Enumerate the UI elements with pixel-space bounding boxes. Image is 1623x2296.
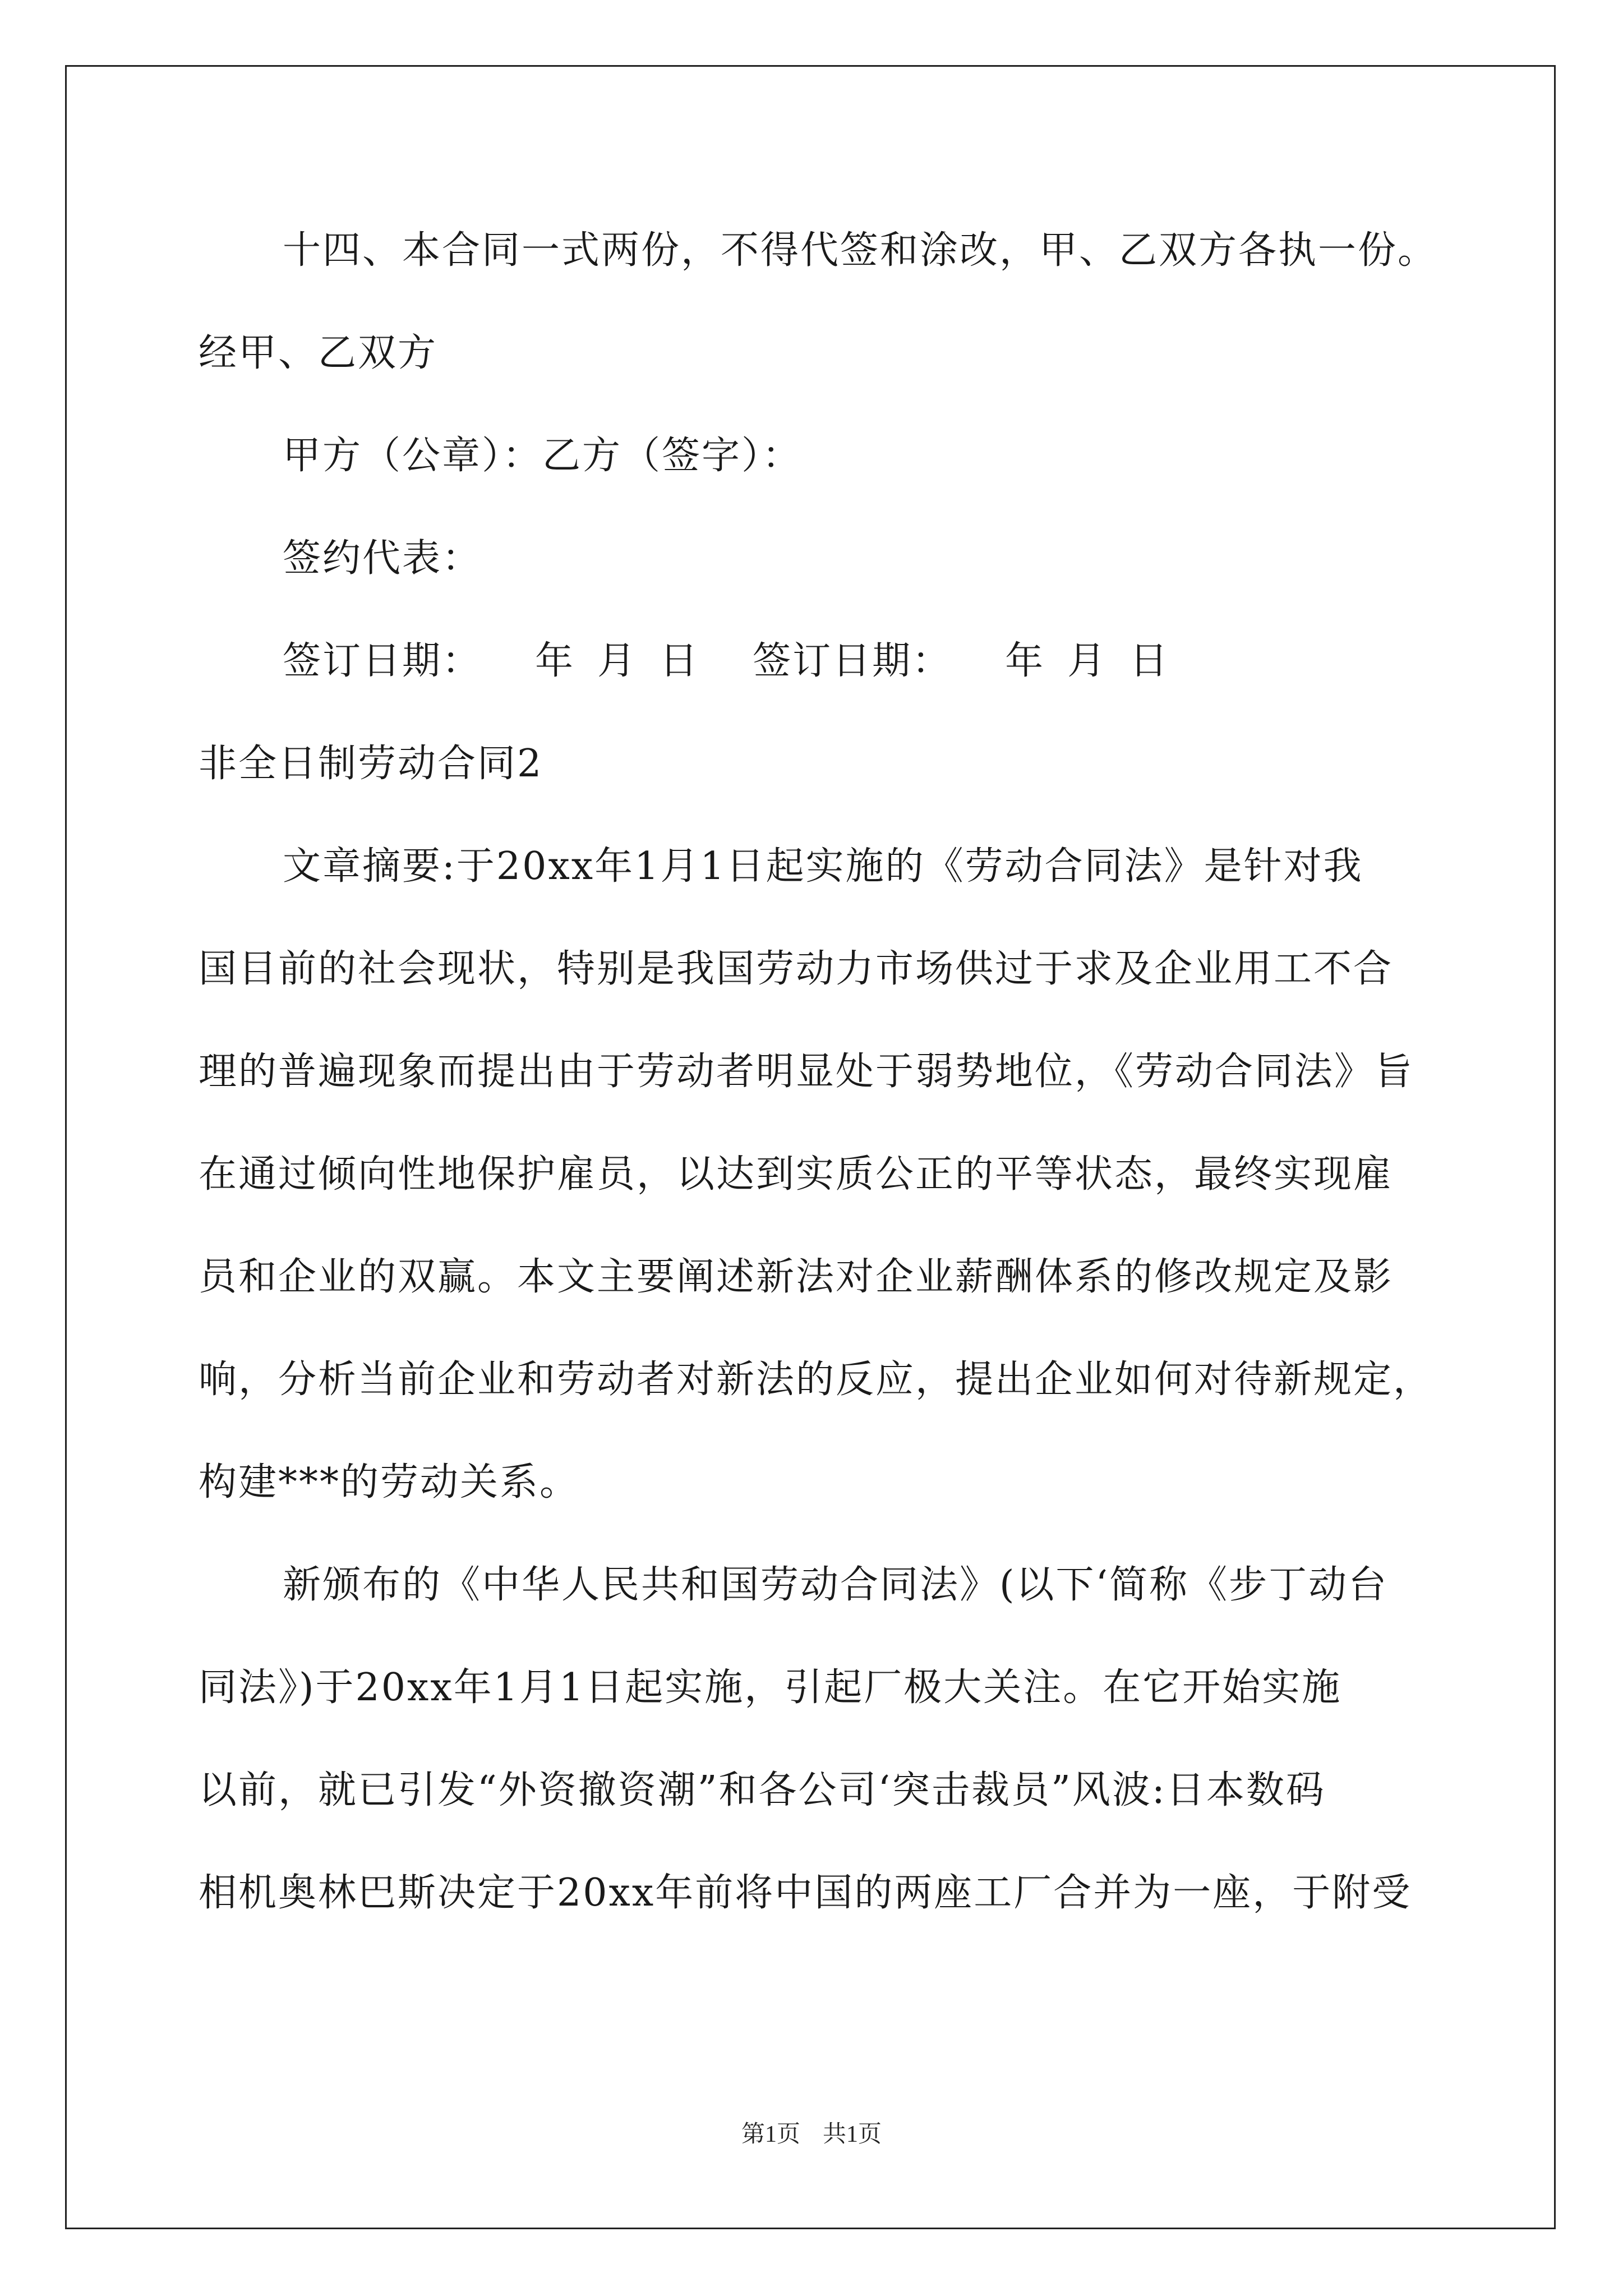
body-line-3: 以前，就已引发“外资撤资潮”和各公司‘突击裁员”风波:日本数码 (199, 1768, 1326, 1812)
abstract-line-1: 文章摘要:于20xx年1月1日起实施的《劳动合同法》是针对我 (283, 844, 1363, 889)
signing-date-month-b: 月 (1067, 639, 1108, 683)
signing-dates (199, 610, 1432, 712)
abstract-line-7: 构建***的劳动关系。 (199, 1460, 580, 1504)
page-number: 第1页 (741, 2122, 800, 2147)
abstract-line-5: 员和企业的双赢。本文主要阐述新法对企业薪酬体系的修改规定及影 (199, 1255, 1394, 1299)
signing-date-year-b: 年 (1005, 639, 1045, 683)
signing-date-month-a: 月 (597, 639, 638, 683)
page-footer (0, 2118, 1623, 2151)
abstract-line-6: 响，分析当前企业和劳动者对新法的反应，提出企业如何对待新规定， (199, 1358, 1433, 1402)
clause-fourteen: 十四、本合同一式两份，不得代签和涂改，甲、乙双方各执一份。 (283, 228, 1438, 273)
abstract-line-2: 国目前的社会现状，特别是我国劳动力市场供过于求及企业用工不合 (199, 947, 1394, 991)
signing-date-label-b: 签订日期： (753, 639, 952, 683)
signing-date-day-a: 日 (660, 639, 700, 683)
body-line-4: 相机奥林巴斯决定于20xx年前将中国的两座工厂合并为一座，于附受 (199, 1871, 1412, 1915)
page-total: 共1页 (823, 2122, 882, 2147)
section-title: 非全日制劳动合同2 (199, 742, 543, 786)
body-line-2: 同法》)于20xx年1月1日起实施，引起厂极大关注。在它开始实施 (199, 1665, 1342, 1710)
signing-date-day-b: 日 (1129, 639, 1170, 683)
signing-date-label-a: 签订日期： (283, 639, 482, 683)
signing-representative: 签约代表： (283, 536, 482, 581)
abstract-line-4: 在通过倾向性地保护雇员，以达到实质公正的平等状态，最终实现雇 (199, 1152, 1394, 1197)
clause-continuation: 经甲、乙双方 (199, 331, 438, 375)
party-signatures: 甲方（公章）：乙方（签字）： (283, 434, 803, 478)
signing-date-year-a: 年 (535, 639, 575, 683)
abstract-line-3: 理的普遍现象而提出由于劳动者明显处于弱势地位，《劳动合同法》旨 (199, 1050, 1414, 1094)
body-line-1: 新颁布的《中华人民共和国劳动合同法》(以下‘简称《步丁动台 (283, 1563, 1389, 1607)
document-body (199, 199, 1438, 1944)
